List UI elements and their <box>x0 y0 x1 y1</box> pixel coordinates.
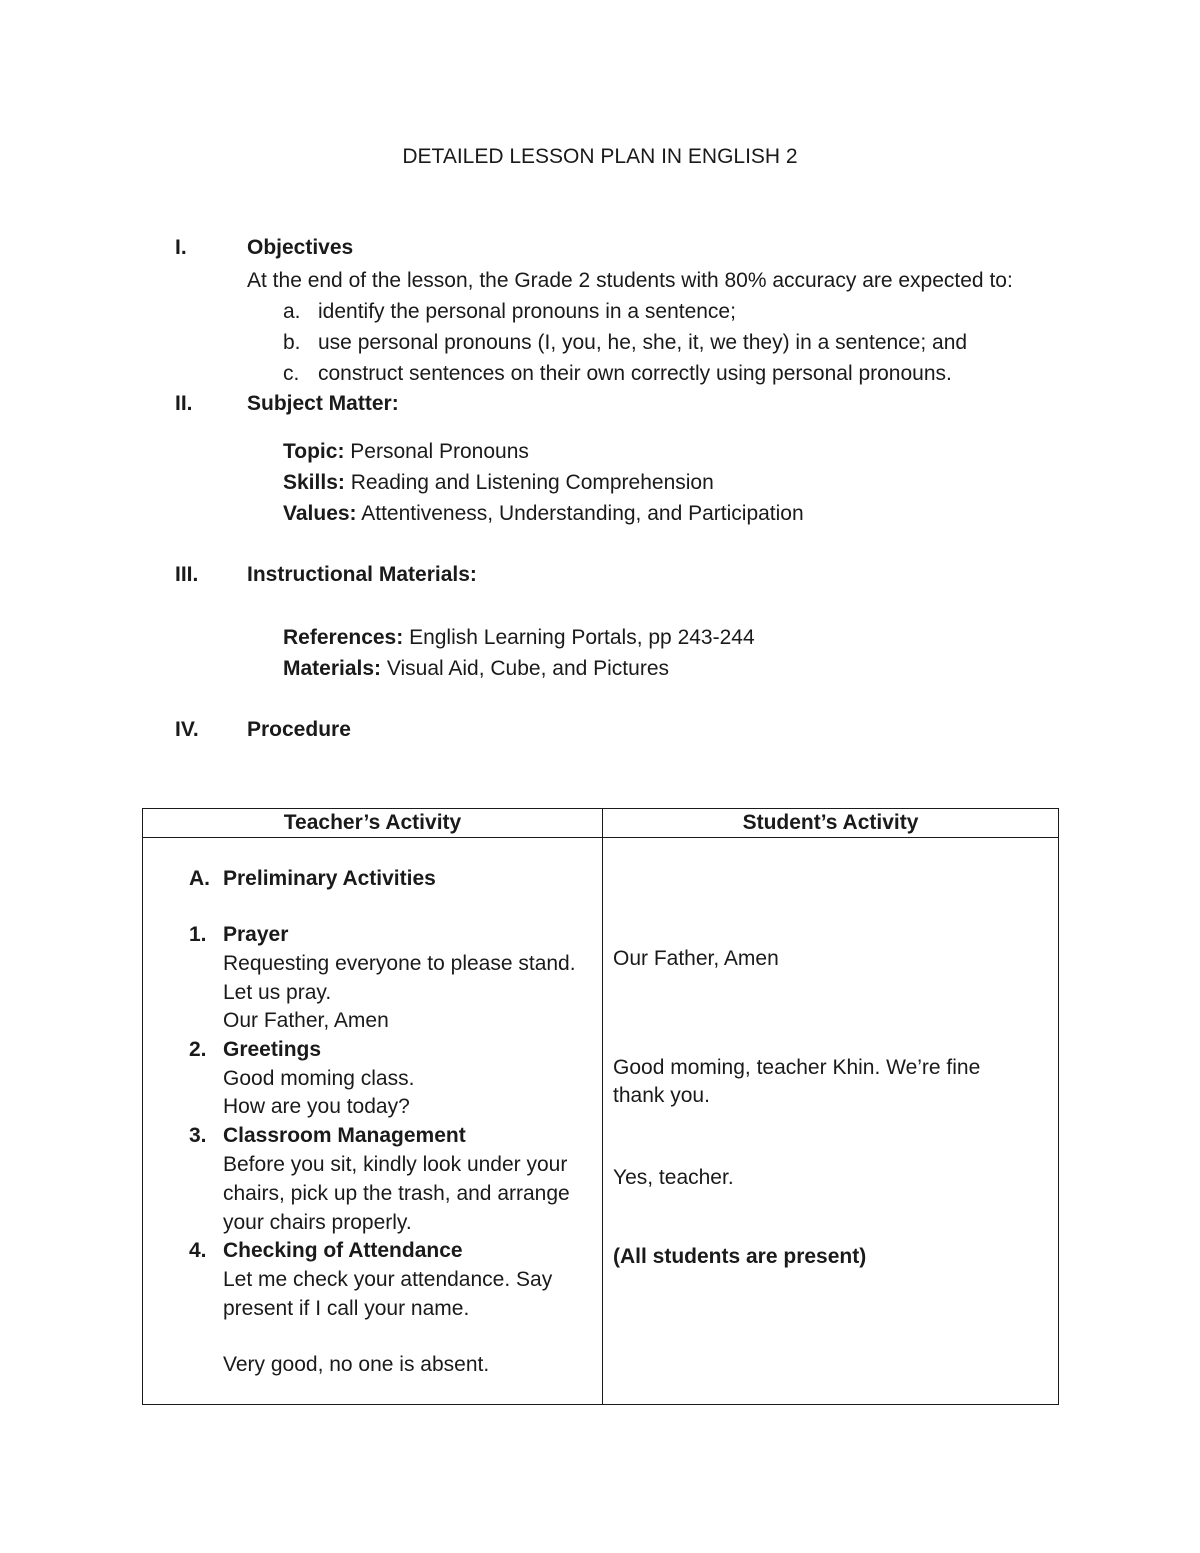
student-response: thank you. <box>613 1084 710 1107</box>
teacher-line: Good moming class. <box>223 1067 415 1090</box>
materials-label: Materials: <box>283 657 382 680</box>
values-value: Attentiveness, Understanding, and Participation <box>356 502 804 525</box>
teacher-line: Let me check your attendance. Say <box>223 1268 553 1291</box>
objective-item: use personal pronouns (I, you, he, she, it, we they) in a sentence; and <box>318 331 968 354</box>
student-response: Our Father, Amen <box>613 947 779 970</box>
teacher-line: Before you sit, kindly look under your <box>223 1153 568 1176</box>
column-header-student: Student’s Activity <box>603 809 1059 838</box>
objective-item: identify the personal pronouns in a sentence; <box>318 300 736 323</box>
column-header-teacher: Teacher’s Activity <box>143 809 603 838</box>
step-heading-prayer: Prayer <box>223 923 289 946</box>
teacher-line: How are you today? <box>223 1095 410 1118</box>
step-number: 1. <box>189 923 207 946</box>
objective-item: construct sentences on their own correctly using personal pronouns. <box>318 362 952 385</box>
section-heading-materials: Instructional Materials: <box>247 563 477 586</box>
teacher-line: Very good, no one is absent. <box>223 1353 490 1376</box>
student-response: Yes, teacher. <box>613 1166 734 1189</box>
references-label: References: <box>283 626 404 649</box>
topic-value: Personal Pronouns <box>344 440 529 463</box>
step-number: 3. <box>189 1124 207 1147</box>
table-row <box>143 838 1059 1405</box>
teacher-line: present if I call your name. <box>223 1297 470 1320</box>
table-header-row <box>143 809 1059 838</box>
teacher-line: Let us pray. <box>223 981 332 1004</box>
student-response: (All students are present) <box>613 1245 867 1268</box>
section-heading-subject-matter: Subject Matter: <box>247 392 399 415</box>
values-line <box>283 501 804 527</box>
skills-line <box>283 470 714 496</box>
topic-line <box>283 439 529 465</box>
objective-letter: a. <box>283 300 301 323</box>
teacher-line: Our Father, Amen <box>223 1009 389 1032</box>
teacher-line: your chairs properly. <box>223 1211 412 1234</box>
student-activity-cell <box>603 838 1059 1405</box>
section-number: II. <box>175 392 193 415</box>
part-heading: Preliminary Activities <box>223 867 436 890</box>
document-title: DETAILED LESSON PLAN IN ENGLISH 2 <box>402 145 798 168</box>
section-heading-objectives: Objectives <box>247 236 354 259</box>
materials-value: Visual Aid, Cube, and Pictures <box>381 657 669 680</box>
topic-label: Topic: <box>283 440 345 463</box>
skills-value: Reading and Listening Comprehension <box>344 471 714 494</box>
materials-line <box>283 656 669 682</box>
references-value: English Learning Portals, pp 243-244 <box>403 626 755 649</box>
teacher-line: chairs, pick up the trash, and arrange <box>223 1182 570 1205</box>
skills-label: Skills: <box>283 471 345 494</box>
references-line <box>283 625 755 651</box>
step-number: 4. <box>189 1239 207 1262</box>
step-heading-classroom-management: Classroom Management <box>223 1124 466 1147</box>
teacher-line: Requesting everyone to please stand. <box>223 952 576 975</box>
section-number: III. <box>175 563 199 586</box>
procedure-table <box>142 808 1059 1405</box>
values-label: Values: <box>283 502 357 525</box>
step-number: 2. <box>189 1038 207 1061</box>
section-heading-procedure: Procedure <box>247 718 351 741</box>
objectives-intro: At the end of the lesson, the Grade 2 students with 80% accuracy are expected to: <box>247 269 1013 292</box>
teacher-activity-cell <box>143 838 603 1405</box>
objective-letter: b. <box>283 331 301 354</box>
objective-letter: c. <box>283 362 300 385</box>
part-letter: A. <box>189 867 210 890</box>
section-number: IV. <box>175 718 199 741</box>
student-response: Good moming, teacher Khin. We’re fine <box>613 1056 981 1079</box>
step-heading-attendance: Checking of Attendance <box>223 1239 463 1262</box>
step-heading-greetings: Greetings <box>223 1038 322 1061</box>
section-number: I. <box>175 236 187 259</box>
